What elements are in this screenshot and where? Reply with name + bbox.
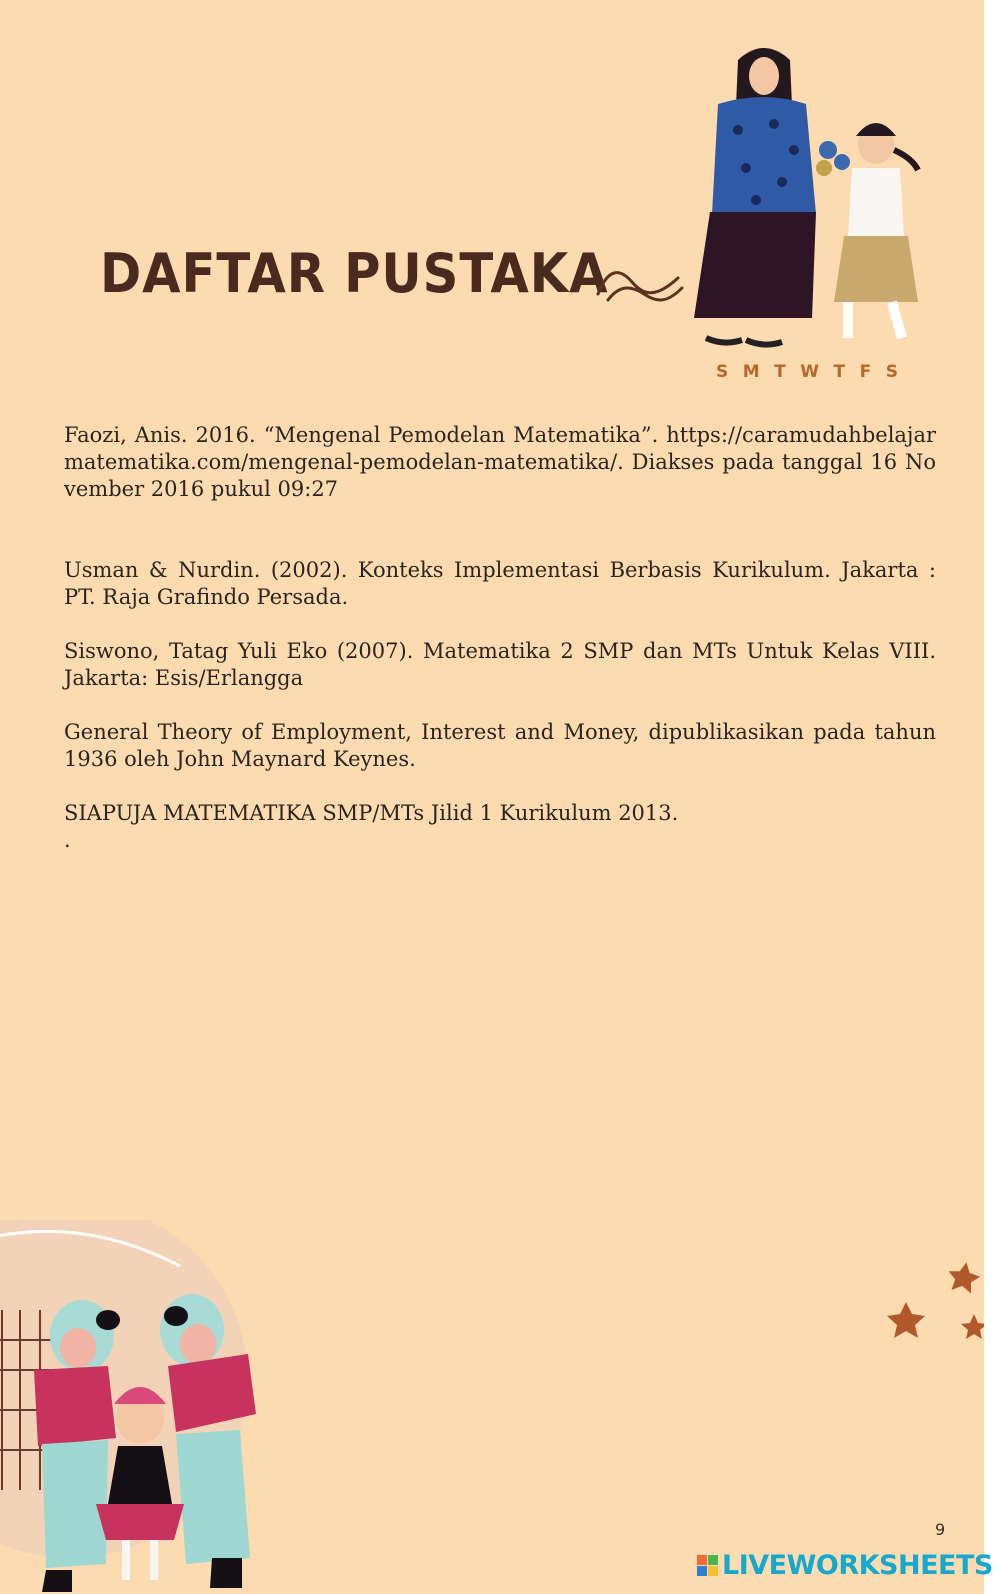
- brand-name: LIVEWORKSHEETS: [722, 1550, 993, 1581]
- flowers-icon: [816, 141, 850, 176]
- page-right-edge: [984, 0, 1000, 1594]
- weekday-letter: S: [716, 362, 729, 382]
- weekday-letter: F: [859, 362, 872, 382]
- weekday-letter: S: [885, 362, 898, 382]
- weekday-letter: M: [742, 362, 760, 382]
- kids-illustration: [0, 1220, 300, 1594]
- weekday-letter: W: [800, 362, 819, 382]
- student-figure: [834, 123, 918, 338]
- trailing-mark: .: [64, 828, 71, 852]
- star-sparkle-icons: [884, 1258, 984, 1348]
- reference-entry: Siswono, Tatag Yuli Eko (2007). Matematika 2 SMP dan MTs Untuk Kelas VIII. Jakarta: Esis/Erlangga: [64, 639, 936, 690]
- weekday-letter: T: [833, 362, 846, 382]
- reference-list: [64, 422, 936, 854]
- liveworksheets-logo[interactable]: [697, 1550, 993, 1581]
- weekday-letters: [716, 362, 898, 382]
- reference-entry: General Theory of Employment, Interest and Money, dipublikasikan pada tahun 1936 oleh John Maynard Keynes.: [64, 720, 936, 771]
- reference-entry: Usman & Nurdin. (2002). Konteks Implementasi Berbasis Kurikulum. Jakarta : PT. Raja Grafindo Persada.: [64, 558, 936, 609]
- reference-entry: SIAPUJA MATEMATIKA SMP/MTs Jilid 1 Kurikulum 2013.: [64, 801, 679, 825]
- weekday-letter: T: [774, 362, 786, 382]
- brand-logo-icon: [697, 1555, 718, 1576]
- teacher-student-illustration: [596, 38, 926, 358]
- teacher-figure: [694, 48, 816, 345]
- wave-squiggle-icon: [598, 273, 682, 300]
- page-number: 9: [935, 1520, 946, 1539]
- page-title: DAFTAR PUSTAKA: [100, 242, 609, 305]
- reference-entry: Faozi, Anis. 2016. “Mengenal Pemodelan Matematika”. https://caramudahbelajarmatematika.com/mengenal-pemodelan-matematika/. Diakses pada tanggal 16 November 2016 pukul 09:27: [64, 423, 936, 501]
